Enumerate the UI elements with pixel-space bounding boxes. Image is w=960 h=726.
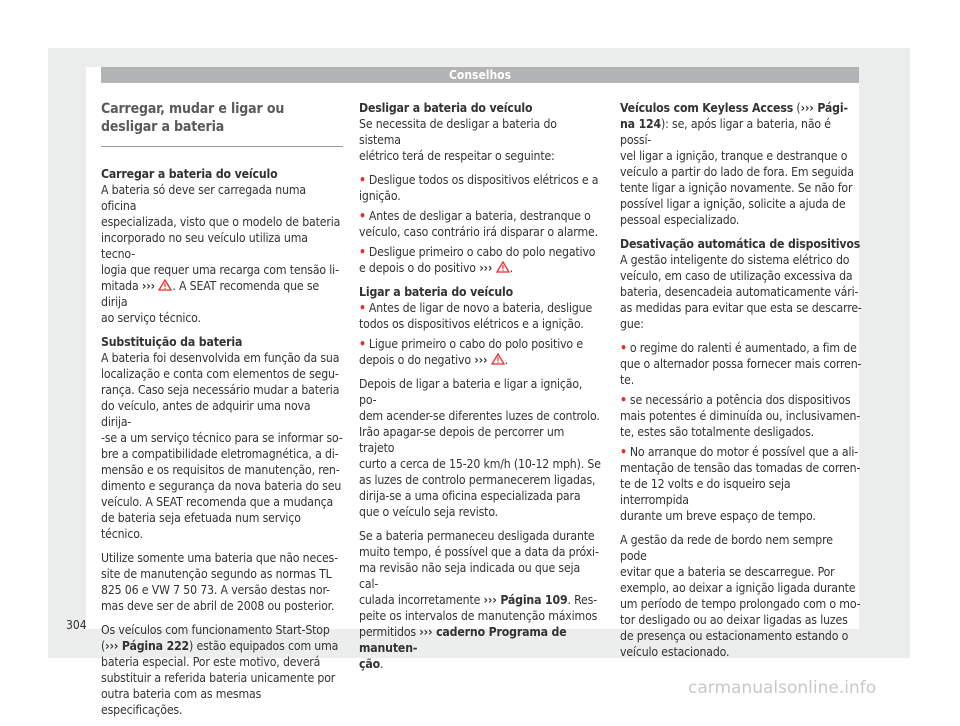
- manual-link[interactable]: caderno Programa de manuten- ção: [359, 625, 567, 671]
- text-line: mensão e os requisitos de manutenção, ren-: [101, 463, 340, 477]
- text-line: um período de tempo prolongado com o mo-: [620, 597, 861, 611]
- text-line: especializada, visto que o modelo de bateria: [101, 215, 341, 229]
- paragraph-after-connect: [359, 376, 601, 520]
- text-line: logia que requer uma recarga com tensão li-: [101, 263, 339, 277]
- paragraph-long-disconnect: Se a bateria permaneceu desligada durante muito tempo, é possível que a data da próxi- ma revisão não seja indicada ou que seja cal- culada incorretamente ››› Página 109. Res- peite os intervalos de manutenção máximos permitidos ››› caderno Programa de manuten- ção.: [359, 529, 599, 671]
- text-line: Depois de ligar a bateria e ligar a ignição, po-: [359, 377, 583, 407]
- text-line: localização e conta com elementos de segu-: [101, 367, 339, 381]
- text-line: vel ligar a ignição, tranque e destranque o: [620, 149, 848, 163]
- list-item: • o regime do ralenti é aumentado, a fim de que o alternador possa fornecer mais corren- te.: [620, 341, 862, 387]
- text-line: veículo. A SEAT recomenda que a mudança: [101, 495, 334, 509]
- paragraph-onboard-network: [620, 532, 862, 660]
- paragraph-keyless: Veículos com Keyless Access (››› Pági- na 124): se, após ligar a bateria, não é possí- vel ligar a ignição, tranque e destranque o veículo a partir do lado de fora. Em seguida tente ligar a ignição novamente. Se não for possível ligar a ignição, solicite a ajuda de pessoal especializado.: [620, 101, 854, 227]
- text-line: tor desligado ou ao deixar ligadas as luzes: [620, 613, 848, 627]
- page-header: [101, 67, 859, 83]
- text-line: dem acender-se diferentes luzes de controlo.: [359, 409, 600, 423]
- text-line: Se a bateria permaneceu desligada durante: [359, 529, 595, 543]
- column-3: [620, 100, 862, 668]
- warning-triangle-icon: [491, 353, 505, 365]
- text-line: dirija-se a uma oficina especializada para: [359, 489, 581, 503]
- column-2: [359, 100, 601, 680]
- text-line: possível ligar a ignição, solicite a ajuda de: [620, 197, 846, 211]
- text-line: que o alternador possa fornecer mais corren-: [620, 357, 862, 371]
- paragraph-charge: A bateria só deve ser carregada numa oficina especializada, visto que o modelo de bateria incorporado no seu veículo utiliza uma tecno- logia que requer uma recarga com tensão li- mitada ››› . A SEAT recomenda que se dirija ao serviço técnico.: [101, 183, 341, 325]
- text-line: incorporado no seu veículo utiliza uma tecno-: [101, 231, 308, 261]
- text-line: exemplo, ao deixar a ignição ligada durante: [620, 581, 856, 595]
- text-line: outra bateria com as mesmas especificações.: [101, 687, 262, 717]
- text-line: gue:: [620, 317, 644, 331]
- text-line: pessoal especializado.: [620, 213, 740, 227]
- list-item: • Antes de ligar de novo a bateria, desligue todos os dispositivos elétricos e a ignição.: [359, 301, 593, 331]
- watermark: carmanualsonline.info: [688, 678, 877, 698]
- page-link[interactable]: Pági- na 124: [620, 101, 848, 131]
- text-line: durante um breve espaço de tempo.: [620, 509, 816, 523]
- text-line: rança. Caso seja necessário mudar a bateria: [101, 383, 340, 397]
- text-line: se necessário a potência dos dispositivos: [629, 393, 851, 407]
- text-line: mais potentes é diminuída ou, inclusivamen-: [620, 409, 861, 423]
- text-line: de presença ou estacionamento estando o: [620, 629, 849, 643]
- subheading-auto-off: Desativação automática de dispositivos: [620, 237, 861, 251]
- subheading-charge: Carregar a bateria do veículo: [101, 167, 278, 181]
- text-line: A gestão da rede de bordo nem sempre pode: [620, 533, 833, 563]
- list-item: • Desligue primeiro o cabo do polo negativo e depois o do positivo ››› .: [359, 245, 596, 275]
- text-line: mas deve ser de abril de 2008 ou posterior.: [101, 599, 335, 613]
- text-line: de bateria seja efetuada num serviço técnico.: [101, 511, 301, 541]
- text-line: substituir a referida bateria unicamente por: [101, 671, 336, 685]
- text-line: A bateria só deve ser carregada numa oficina: [101, 183, 307, 213]
- text-line: elétrico terá de respeitar o seguinte:: [359, 149, 555, 163]
- paragraph-start-stop: Os veículos com funcionamento Start-Stop (››› Página 222) estão equipados com uma bateria especial. Por este motivo, deverá substituir a referida bateria unicamente por outra bateria com as mesmas especificações.: [101, 623, 339, 717]
- text-line: A bateria foi desenvolvida em função da sua: [101, 351, 340, 365]
- text-line: mentação de tensão das tomadas de corren-: [620, 461, 861, 475]
- warning-triangle-icon: [496, 261, 510, 273]
- paragraph-norms: [101, 550, 343, 614]
- text-line: veículo a partir do lado de fora. Em seguida: [620, 165, 854, 179]
- text-line: tente ligar a ignição novamente. Se não for: [620, 181, 853, 195]
- text-line: Irão apagar-se depois de percorrer um trajeto: [359, 425, 565, 455]
- text-line: muito tempo, é possível que a data da próxi-: [359, 545, 599, 559]
- text-line: veículo, em caso de utilização excessiva da: [620, 269, 853, 283]
- text-line: Antes de desligar a bateria, destranque o: [368, 209, 591, 223]
- text-line: Antes de ligar de novo a bateria, desligue: [368, 301, 593, 315]
- text-line: o regime do ralenti é aumentado, a fim de: [629, 341, 857, 355]
- list-item: • No arranque do motor é possível que a ali- mentação de tensão das tomadas de corren- te de 12 volts e do isqueiro seja interrompida durante um breve espaço de tempo.: [620, 445, 861, 523]
- text-line: curto a cerca de 15-20 km/h (10-12 mph). Se: [359, 457, 601, 471]
- list-item: • Desligue todos os dispositivos elétricos e a ignição.: [359, 173, 599, 203]
- section-title: Carregar, mudar e ligar ou desligar a bateria: [101, 100, 343, 147]
- text-line: ma revisão não seja indicada ou que seja cal-: [359, 561, 581, 591]
- text-line: 825 06 e VW 7 50 73. A versão destas nor-: [101, 583, 330, 597]
- text-line: as luzes de controlo permanecerem ligadas,: [359, 473, 596, 487]
- text-line: te, estes são totalmente desligados.: [620, 425, 814, 439]
- subheading-disconnect: Desligar a bateria do veículo: [359, 101, 533, 115]
- text-line: as medidas para evitar que esta se descarre-: [620, 301, 862, 315]
- text-line: site de manutenção segundo as normas TL: [101, 567, 332, 581]
- page-link[interactable]: Página 222: [118, 639, 190, 653]
- text-line: te de 12 volts e do isqueiro seja interrompida: [620, 477, 791, 507]
- text-line: evitar que a bateria se descarregue. Por: [620, 565, 835, 579]
- text-line: A gestão inteligente do sistema elétrico do: [620, 253, 850, 267]
- text-line: Utilize somente uma bateria que não neces-: [101, 551, 338, 565]
- text-line: te.: [620, 373, 635, 387]
- page-number: 304: [66, 618, 87, 632]
- text-line: Desligue todos os dispositivos elétricos e a: [368, 173, 599, 187]
- paragraph-auto-off: [620, 252, 862, 332]
- text-line: bateria, desencadeia automaticamente vári-: [620, 285, 859, 299]
- subheading-replace: Substituição da bateria: [101, 335, 243, 349]
- warning-triangle-icon: [158, 279, 172, 291]
- text-line: ignição.: [359, 189, 401, 203]
- paragraph-replace: [101, 350, 343, 542]
- list-item: • se necessário a potência dos dispositivos mais potentes é diminuída ou, inclusivamen- te, estes são totalmente desligados.: [620, 393, 861, 439]
- text-line: que o veículo seja revisto.: [359, 505, 498, 519]
- text-line: bre a compatibilidade eletromagnética, a di-: [101, 447, 339, 461]
- text-line: veículo, caso contrário irá disparar o alarme.: [359, 225, 598, 239]
- text-line: bateria especial. Por este motivo, deverá: [101, 655, 321, 669]
- text-line: No arranque do motor é possível que a ali-: [629, 445, 859, 459]
- list-item: • Ligue primeiro o cabo do polo positivo e depois o do negativo ››› .: [359, 337, 583, 367]
- header-title: Conselhos: [448, 68, 511, 82]
- column-1: [101, 100, 343, 726]
- text-line: todos os dispositivos elétricos e a ignição.: [359, 317, 584, 331]
- text-line: -se a um serviço técnico para se informar so-: [101, 431, 343, 445]
- paragraph-disconnect: [359, 116, 601, 164]
- text-line: dimento e segurança da nova bateria do seu: [101, 479, 342, 493]
- page-link[interactable]: Página 109: [496, 593, 568, 607]
- text-line: do veículo, antes de adquirir uma nova dirija-: [101, 399, 311, 429]
- text-line: veículo estacionado.: [620, 645, 730, 659]
- list-item: • Antes de desligar a bateria, destranque o veículo, caso contrário irá disparar o alarme.: [359, 209, 598, 239]
- subheading-connect: Ligar a bateria do veículo: [359, 285, 513, 299]
- text-line: Se necessita de desligar a bateria do sistema: [359, 117, 557, 147]
